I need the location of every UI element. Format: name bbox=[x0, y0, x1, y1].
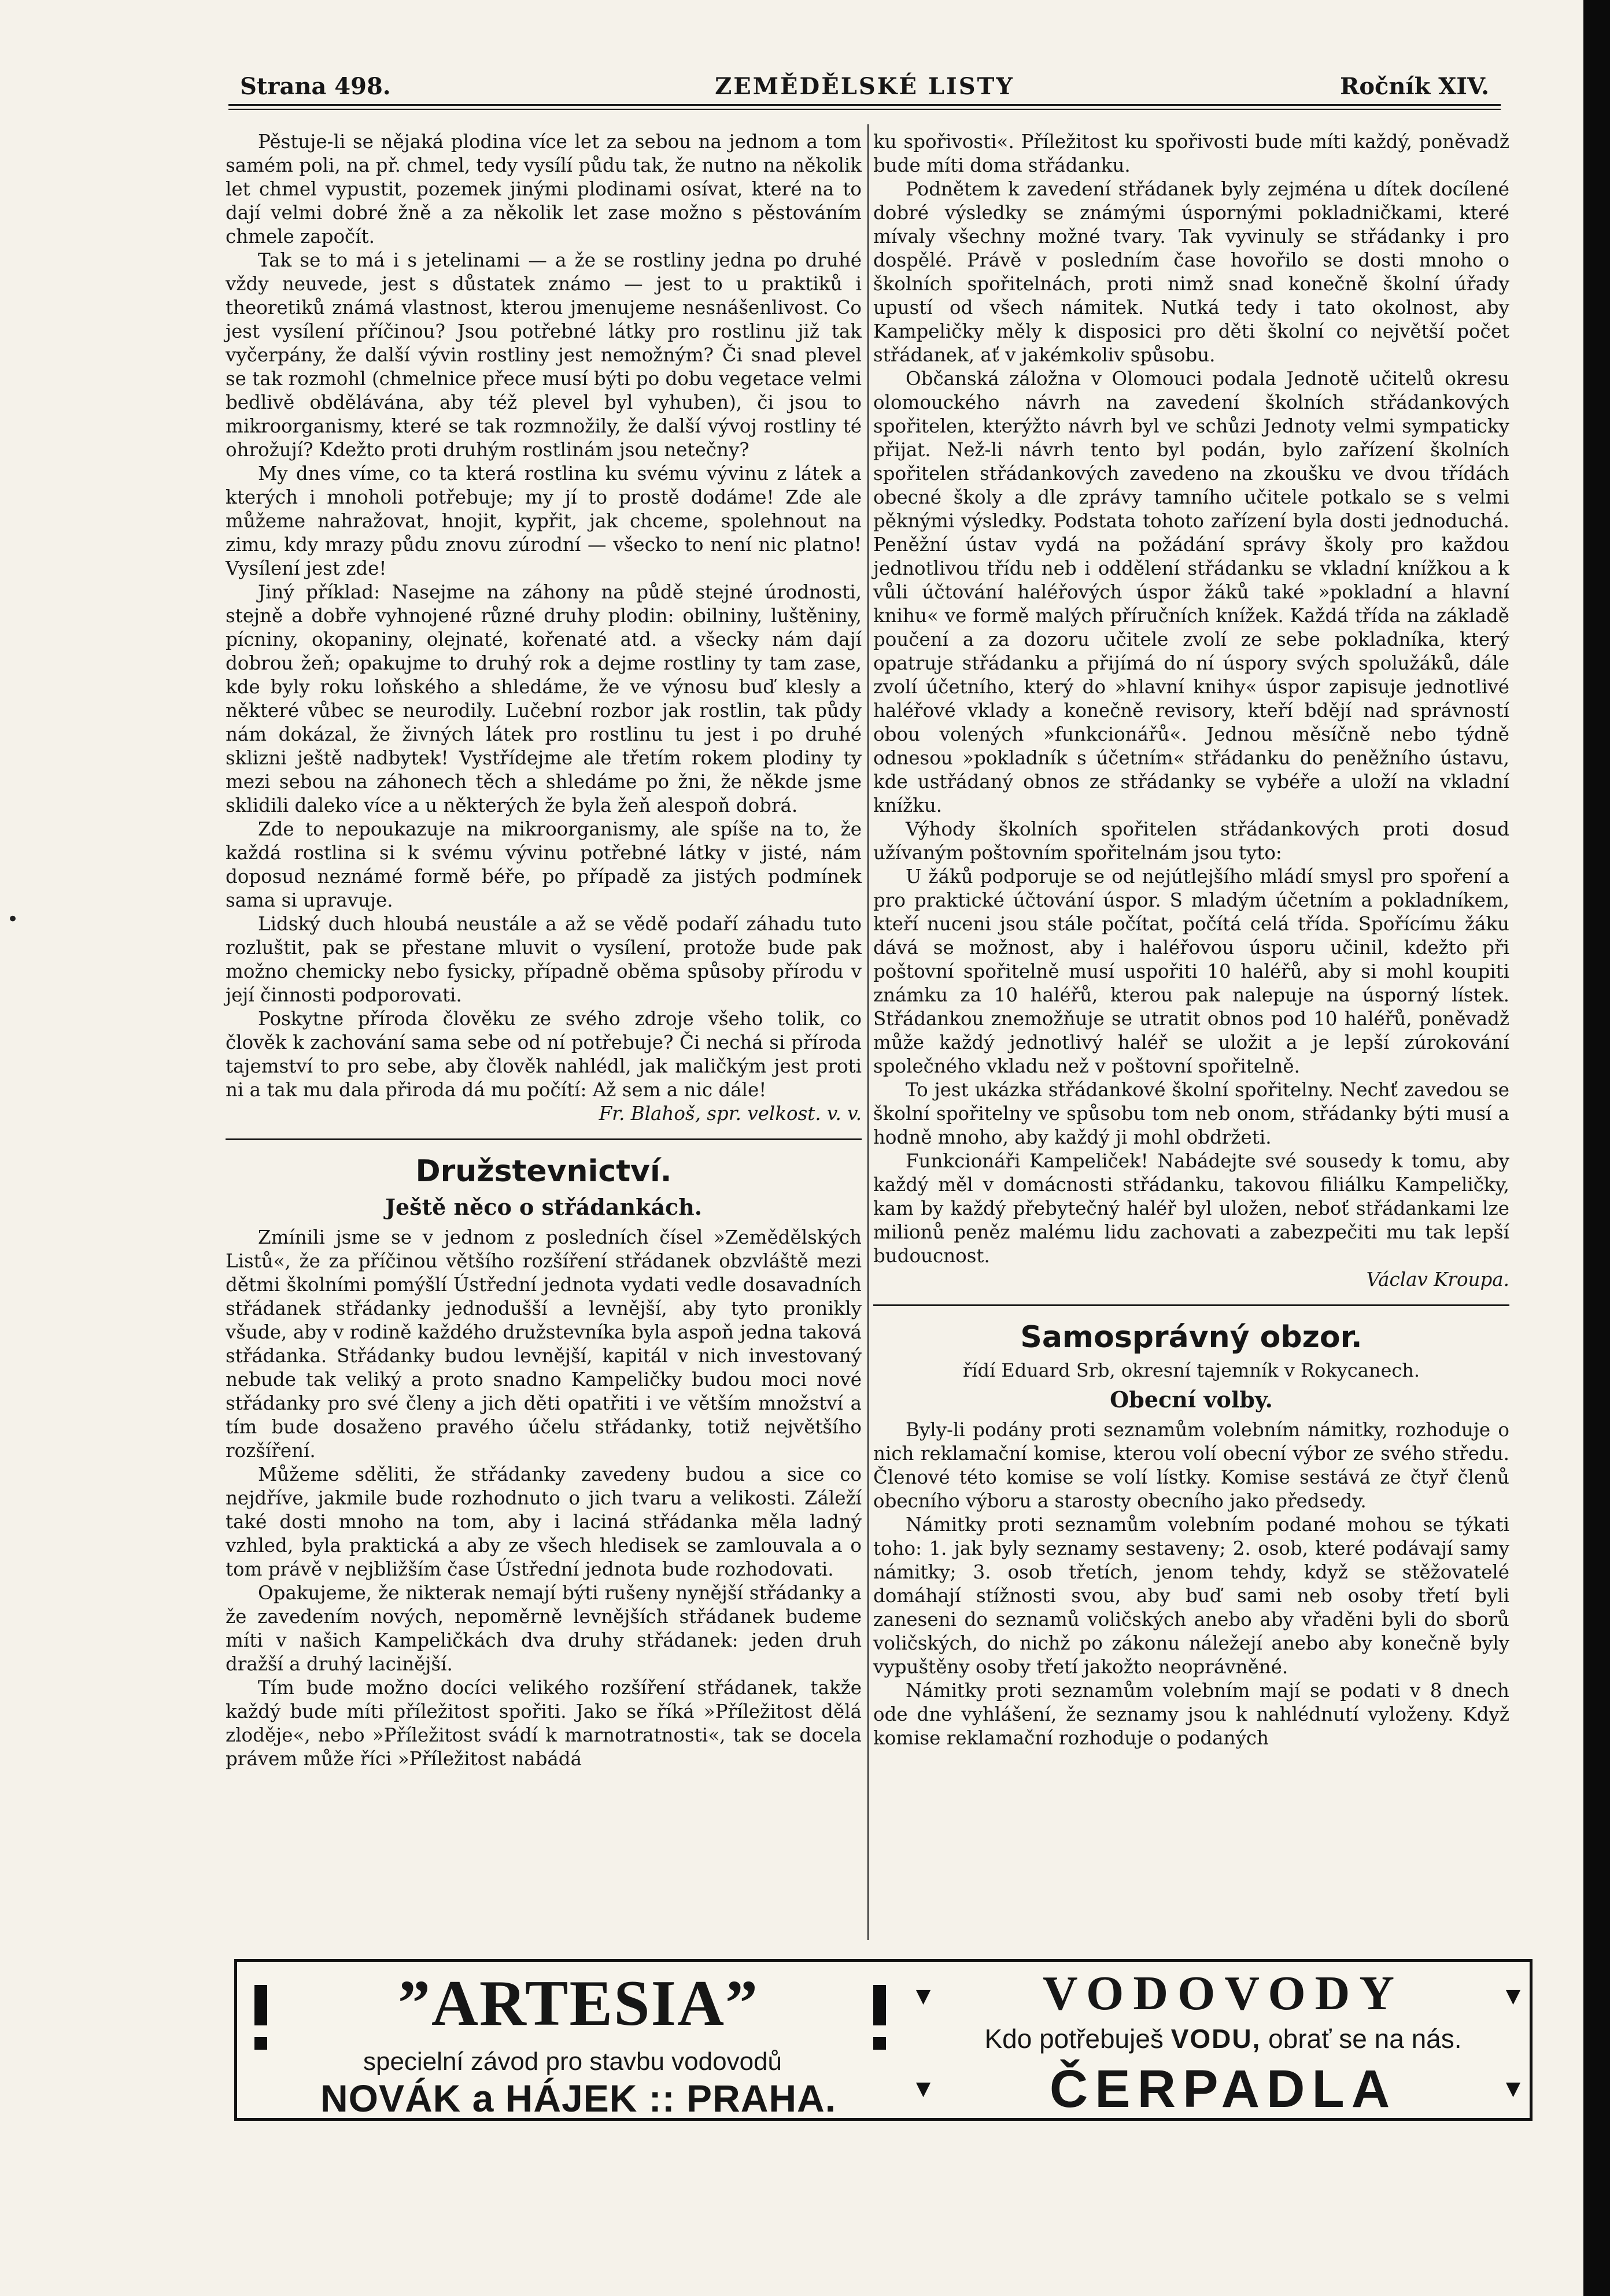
paragraph: Podnětem k zavedení střádanek byly zejména u dítek docílené dobré výsledky se známými úspornými pokladničkami, které mívaly všechny možné tvary. Tak vyvinuly se střádanky i pro dospělé. Právě v posledním čase hovořilo se dosti mnoho o školních spořitelnách, proti nimž snad konečně školní úřady upustí od všech námitek. Nutká tedy i tato okolnost, aby Kampeličky měly k disposici pro děti školní co největší počet střádanek, ať v jakémkoliv spůsobu. bbox=[873, 178, 1509, 366]
ad-vodovody bbox=[911, 1962, 1530, 2118]
ad-pumps-title: ČERPADLA bbox=[1049, 2060, 1397, 2118]
ad-artesia bbox=[237, 1962, 908, 2118]
paragraph: U žáků podporuje se od nejútlejšího mládí smysl pro spoření a pro praktické účtování úspor. S mladým účetním a pokladníkem, kteří nuceni jsou stále počítat, počítá celá třída. Spořícímu žáku dává se možnost, aby i haléřovou úsporu učinil, kdežto při poštovní spořitelně musí uspořiti 10 haléřů, aby si mohl koupiti známku za 10 haléřů, kterou pak nalepuje na úsporný lístek. Střádankou znemožňuje se utratit obnos pod 10 haléřů, poněvadž může každý jednotlivý haléř se uložit a je lepší zúrokování společného vkladu než v poštovní spořitelně. bbox=[873, 866, 1509, 1077]
ad-company: NOVÁK a HÁJEK :: PRAHA. bbox=[320, 2077, 837, 2120]
article-title: Obecní volby. bbox=[1110, 1387, 1273, 1413]
author-signature: Fr. Blahoš, spr. velkost. v. v. bbox=[599, 1103, 862, 1125]
ad-tagline: specielní závod pro stavbu vodovodů bbox=[363, 2047, 782, 2076]
paragraph: Opakujeme, že nikterak nemají býti rušeny nynější střádanky a že zavedením nových, nepoměrně levnějších střádanek budeme míti v našich Kampeličkách dva druhy střádanek: jeden druh dražší a druhý lacinější. bbox=[226, 1582, 862, 1675]
paragraph: Poskytne příroda člověku ze svého zdroje všeho tolik, co člověk k zachování sama sebe od ní potřebuje? Či nechá si příroda tajemství to pro sebe, aby člověk nahlédl, jak maličkým jest proti ni a tak mu dala přiroda dá mu počítí: Až sem a nic dále! bbox=[226, 1008, 862, 1101]
paragraph: Pěstuje-li se nějaká plodina více let za sebou na jednom a tom samém poli, na př. chmel, tedy vysílí půdu tak, že nutno na několik let chmel vypustit, pozemek jinými plodinami osívat, které na to dají velmi dobré žně a za několik let zase možno s pěstováním chmele započít. bbox=[226, 131, 862, 247]
section-divider bbox=[226, 1138, 862, 1140]
chevron-down-icon: ▾ bbox=[1506, 2072, 1520, 2102]
column-divider bbox=[867, 124, 869, 1940]
paragraph: Tím bude možno docíci velikého rozšíření střádanek, takže každý bude míti příležitost spořiti. Jako se říká »Příležitost dělá zloděje«, nebo »Příležitost svádí k marnotratnosti«, tak se docela právem může říci »Příležitost nabádá bbox=[226, 1677, 862, 1770]
article-title: Ještě něco o střádankách. bbox=[385, 1194, 702, 1220]
left-column bbox=[226, 130, 862, 1771]
header-rule-bottom bbox=[228, 109, 1501, 110]
ad-text-part: obrať se na nás. bbox=[1268, 2024, 1462, 2054]
section-divider bbox=[873, 1304, 1509, 1306]
volume-number: Ročník XIV. bbox=[1340, 73, 1489, 100]
paragraph: Námitky proti seznamům volebním podané mohou se týkati toho: 1. jak byly seznamy sestaveny; 2. osob, které podávají samy námitky; 3. osob třetích, jenom tehdy, když se stěžovatelé domáhají stížnosti svou, aby buď sami neb osoby třetí byli zaneseni do seznamů voličských anebo aby vřaděni byli do sborů voličských, do nichž po zákonu náležejí anebo aby konečně byly vypuštěny osoby třetí jakožto neoprávněné. bbox=[873, 1514, 1509, 1678]
paragraph: Lidský duch hloubá neustále a až se vědě podaří záhadu tuto rozluštit, pak se přestane mluvit o vysílení, protože bude pak možno chemicky nebo fysicky, případně oběma spůsoby přírodu v její činnosti podporovati. bbox=[226, 913, 862, 1006]
paragraph: Jiný příklad: Nasejme na záhony na půdě stejné úrodnosti, stejně a dobře vyhnojené různé druhy plodin: obilniny, luštěniny, pícniny, okopaniny, olejnaté, kořenaté atd. a všecky nám dají dobrou žeň; opakujme to druhý rok a dejme rostliny ty tam zase, kde byly roku loňského a shledáme, že ve výnosu buď klesly a některé vůbec se neurodily. Lučební rozbor jak rostlin, tak půdy nám dokázal, že živných látek pro rostlinu tu jest i po druhé sklizni ještě nadbytek! Vystřídejme ale třetím rokem plodiny ty mezi sebou na záhonech těch a shledáme po žni, že někde jsme sklidili daleko více a u některých že byla žeň alespoň dobrá. bbox=[226, 581, 862, 816]
page-header bbox=[228, 69, 1501, 103]
ad-bar bbox=[254, 1985, 267, 2025]
ad-bar bbox=[873, 2037, 886, 2050]
advertisement bbox=[234, 1959, 1533, 2121]
ad-bar bbox=[254, 2037, 267, 2050]
ad-water-text bbox=[928, 2023, 1518, 2054]
ad-bar bbox=[873, 1985, 886, 2025]
paragraph: Námitky proti seznamům volebním mají se podati v 8 dnech ode dne vyhlášení, že seznamy jsou k nahlédnutí vyloženy. Když komise reklamační rozhoduje o podaných bbox=[873, 1680, 1509, 1749]
right-column bbox=[873, 130, 1509, 1750]
page-number: Strana 498. bbox=[240, 73, 391, 100]
paragraph: Výhody školních spořitelen střádankových proti dosud užívaným poštovním spořitelnám jsou tyto: bbox=[873, 818, 1509, 864]
chevron-down-icon: ▾ bbox=[1506, 1980, 1520, 2010]
ad-title: ”ARTESIA” bbox=[398, 1968, 759, 2039]
paragraph: ku spořivosti«. Příležitost ku spořivosti bude míti každý, poněvadž bude míti doma střádanku. bbox=[873, 131, 1509, 176]
paragraph: Občanská záložna v Olomouci podala Jednotě učitelů okresu olomouckého návrh na zavedení školních střádankových spořitelen, kterýžto návrh byl ve schůzi Jednoty velmi sympaticky přijat. Než-li návrh tento byl podán, bylo zařízení školních spořitelen střádankových zavedeno na zkoušku ve dvou třídách obecné školy a dle zprávy tamního učitele potkalo se s velmi pěknými výsledky. Podstata tohoto zařízení byla dosti jednoduchá. Peněžní ústav vydá na požádání správy školy pro každou jednotlivou třídu neb i oddělení střádanku se vkladní knížkou a k vůli účtování haléřových úspor žáků také »pokladní a hlavní knihu« ve formě malých příručních knížek. Každá třída na základě poučení a za dozoru učitele zvolí ze sebe pokladníka, který opatruje střádanku a přijímá do ní úspory svých spolužáků, dále zvolí účetního, který do »hlavní knihy« úspor zapisuje jednotlivé haléřové vklady a konečně revisory, kteří bdějí nad správností obou volených »funkcionářů«. Jednou měsíčně nebo týdně odnesou »pokladník s účetním« střádanku do peněžního ústavu, kde ustřádaný obnos ze střádanky se vybéře a uloží na vkladní knížku. bbox=[873, 368, 1509, 816]
paragraph: Tak se to má i s jetelinami — a že se rostliny jedna po druhé vždy neuvede, jest s důstatek známo — jest to u praktiků i theoretiků známá vlastnost, kterou jmenujeme nesnášenlivost. Co jest vysílení příčinou? Jsou potřebné látky pro rostlinu již tak vyčerpány, že další vývin rostliny jest nemožným? Či snad plevel se tak rozmohl (chmelnice přece musí býti po dobu vegetace velmi bedlivě obdělávána, aby též plevel byl vyhuben), či jsou to mikroorganismy, které se tak rozmnožily, že další vývoj rostliny té ohrožují? Kdežto proti druhým rostlinám jsou netečny? bbox=[226, 249, 862, 461]
section-editor: řídí Eduard Srb, okresní tajemník v Rokycanech. bbox=[962, 1359, 1420, 1381]
author-signature: Václav Kroupa. bbox=[1366, 1269, 1509, 1291]
chevron-down-icon: ▾ bbox=[917, 1980, 930, 2010]
paragraph: Byly-li podány proti seznamům volebním námitky, rozhoduje o nich reklamační komise, kterou volí obecní výbor ze svého středu. Členové této komise se volí lístky. Komise sestává ze čtyř členů obecního výboru a starosty obecního jako předsedy. bbox=[873, 1419, 1509, 1512]
paragraph: To jest ukázka střádankové školní spořitelny. Nechť zavedou se školní spořitelny ve spůsobu tom neb onom, střádanky býti musí a hodně mnoho, aby každý ji mohl obdržeti. bbox=[873, 1079, 1509, 1148]
ad-text-part: Kdo potřebuješ bbox=[984, 2024, 1164, 2054]
paragraph: Zmínili jsme se v jednom z posledních čísel »Zemědělských Listů«, že za příčinou většího rozšíření střádanek obzvláště mezi dětmi školními pomýšlí Ústřední jednota vydati vedle dosavadních střádanek střádanky jednodušší a levnější, aby tyto pronikly všude, aby v rodině každého družstevníka byla aspoň jedna taková střádanka. Střádanky budou levnější, kapitál v nich investovaný nebude tak veliký a proto snadno Kampeličky budou moci nové střádanky pro své členy a jich děti opatřiti i ve větším množství a tím bude dosaženo pravého účelu střádanky, totiž největšího rozšíření. bbox=[226, 1226, 862, 1462]
journal-title: ZEMĚDĚLSKÉ LISTY bbox=[715, 73, 1014, 100]
paragraph: My dnes víme, co ta která rostlina ku svému vývinu z látek a kterých i mnoholi potřebuje; my jí to prostě dodáme! Zde ale můžeme nahražovat, hnojit, kypřit, jak chceme, spolehnout na zimu, kdy mrazy půdu znovu zúrodní — všecko to není nic platno! Vysílení jest zde! bbox=[226, 463, 862, 579]
section-title: Družstevnictví. bbox=[415, 1154, 672, 1189]
page-edge bbox=[1583, 0, 1610, 2296]
margin-mark: • bbox=[7, 908, 19, 931]
chevron-down-icon: ▾ bbox=[917, 2072, 930, 2102]
paragraph: Funkcionáři Kampeliček! Nabádejte své sousedy k tomu, aby každý měl v domácnosti střádanku, takovou filiálku Kampeličky, kam by každý přebytečný haléř byl uložen, neboť střádankami lze milionů peněz malému lidu zachovati a zabezpečiti mu tak lepší budoucnost. bbox=[873, 1150, 1509, 1267]
paragraph: Zde to nepoukazuje na mikroorganismy, ale spíše na to, že každá rostlina si k svému vývinu potřebné látky v jisté, nám doposud neznámé formě béře, po případě za jistých podmínek sama si upravuje. bbox=[226, 818, 862, 911]
ad-water-title: VODOVODY bbox=[1043, 1966, 1404, 2020]
paragraph: Můžeme sděliti, že střádanky zavedeny budou a sice co nejdříve, jakmile bude rozhodnuto o jich tvaru a velikosti. Záleží také dosti mnoho na tom, aby i laciná střádanka měla ladný vzhled, byla praktická a aby ze všech hledisek se zamlouvala a o tom právě v nejbližším čase Ústřední jednota bude rozhodovati. bbox=[226, 1463, 862, 1580]
section-title: Samosprávný obzor. bbox=[1020, 1320, 1362, 1355]
ad-text-bold: VODU, bbox=[1170, 2024, 1261, 2054]
header-rule-top bbox=[228, 104, 1501, 106]
